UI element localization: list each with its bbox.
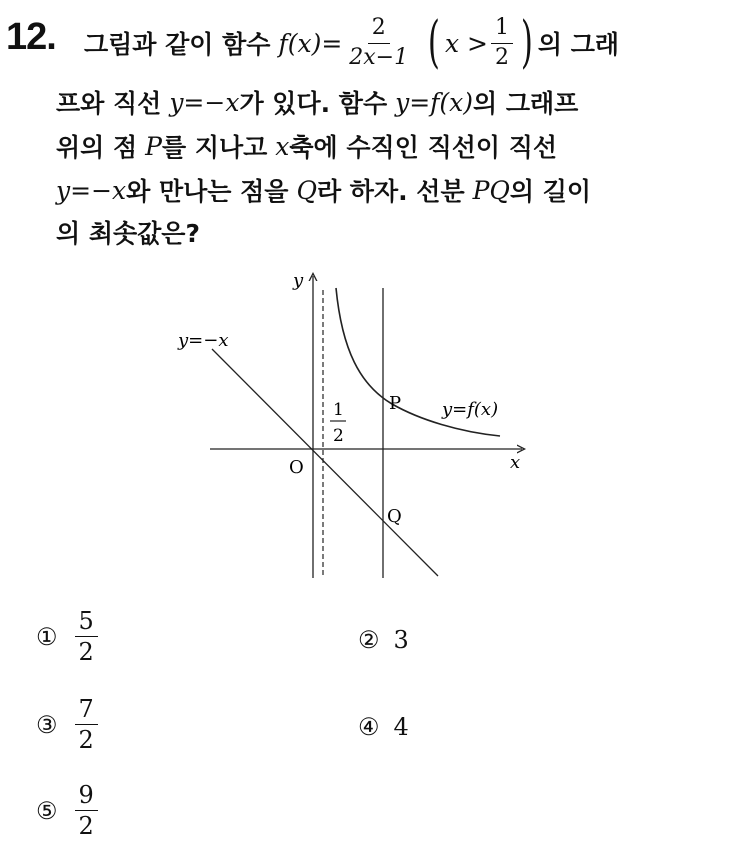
fraction-denominator: 2 xyxy=(78,726,94,755)
left-paren: ( xyxy=(428,10,441,75)
choice-1[interactable] xyxy=(36,608,101,666)
fraction-numerator: 5 xyxy=(75,608,98,637)
line-equation: y=−x xyxy=(56,175,127,205)
choice-4[interactable] xyxy=(358,713,409,741)
x-axis-symbol: x xyxy=(275,131,290,161)
line-equation: y=−x xyxy=(169,87,240,117)
line-y-neg-x xyxy=(212,349,438,576)
choice-mark: ② xyxy=(358,626,380,654)
text: 프와 직선 xyxy=(56,89,162,118)
choice-5[interactable] xyxy=(36,782,101,840)
text: 그림과 같이 함수 xyxy=(84,30,271,59)
curve-label: y=f(x) xyxy=(442,399,499,420)
line-label: y=−x xyxy=(178,330,229,351)
text: 축에 수직인 직선이 직선 xyxy=(289,133,558,162)
p-label: P xyxy=(389,393,402,414)
choice-fraction xyxy=(75,608,98,666)
origin-label: O xyxy=(289,457,304,478)
choice-mark: ④ xyxy=(358,713,380,741)
fraction-denominator: 2x−1 xyxy=(349,44,409,70)
x-axis-label: x xyxy=(510,452,521,473)
y-axis-label: y xyxy=(293,270,304,291)
question-number: 12. xyxy=(6,16,56,58)
domain-condition: x > xyxy=(444,28,488,58)
text: 라 하자. 선분 xyxy=(316,177,465,206)
asymptote-denominator: 2 xyxy=(333,426,344,446)
choice-2[interactable] xyxy=(358,626,409,654)
q-label: Q xyxy=(387,506,402,527)
text: 의 최솟값은? xyxy=(56,219,200,248)
fraction-numerator: 9 xyxy=(75,782,98,811)
point-p: P xyxy=(145,131,162,161)
graph-equation: y=f(x) xyxy=(395,87,474,117)
fraction-numerator: 2 xyxy=(368,16,390,43)
choice-fraction xyxy=(75,782,98,840)
text: 위의 점 xyxy=(56,133,138,162)
choice-3[interactable] xyxy=(36,696,101,754)
right-paren: ) xyxy=(520,10,533,75)
text: 의 길이 xyxy=(509,177,592,206)
function-def: f(x)= xyxy=(278,28,343,58)
text: 의 그래프 xyxy=(473,89,579,118)
choice-mark: ③ xyxy=(36,710,58,739)
fraction-numerator: 7 xyxy=(75,696,98,725)
segment-pq: PQ xyxy=(472,175,510,205)
point-q: Q xyxy=(296,175,317,205)
choice-mark: ⑤ xyxy=(36,796,58,825)
fraction-denominator: 2 xyxy=(494,44,509,70)
fraction-numerator: 1 xyxy=(491,16,513,43)
choice-value: 3 xyxy=(393,626,409,654)
fraction-denominator: 2 xyxy=(78,812,94,841)
text: 와 만나는 점을 xyxy=(126,177,289,206)
text: 를 지나고 xyxy=(161,133,268,162)
text: 의 그래 xyxy=(537,30,619,59)
choice-fraction xyxy=(75,696,98,754)
asymptote-numerator: 1 xyxy=(333,400,344,420)
choice-mark: ① xyxy=(36,622,58,651)
text: 가 있다. 함수 xyxy=(239,89,388,118)
fraction-denominator: 2 xyxy=(78,638,94,667)
choice-value: 4 xyxy=(393,713,409,741)
